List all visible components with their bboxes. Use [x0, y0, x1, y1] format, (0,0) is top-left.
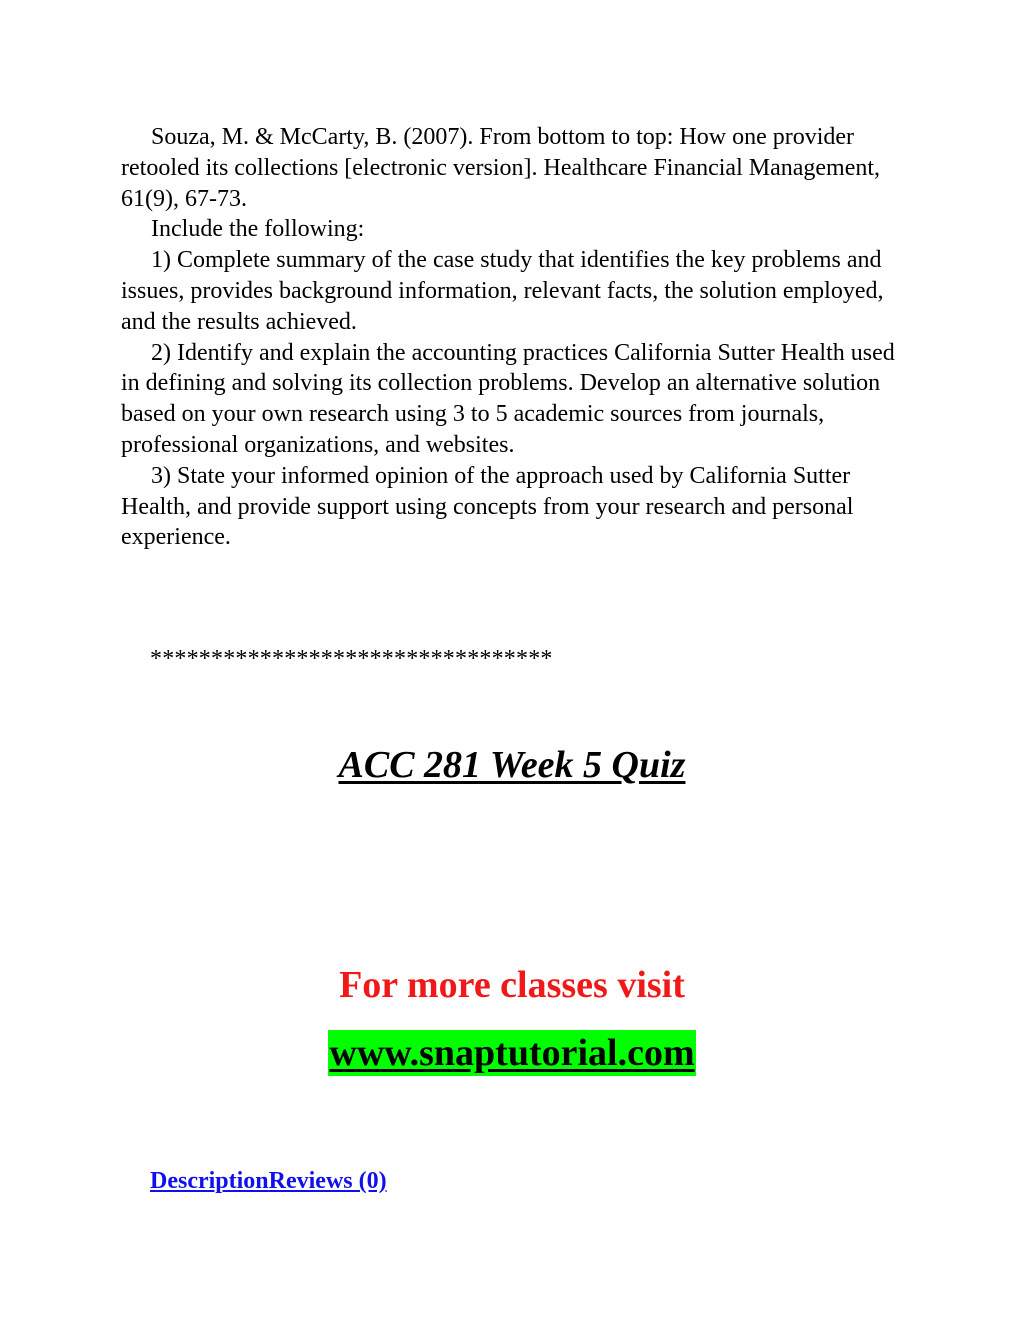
assignment-body	[121, 122, 911, 553]
tab-reviews[interactable]: Reviews (0)	[268, 1168, 387, 1194]
requirement-item: 3) State your informed opinion of the approach used by California Sutter Health, and provide support using concepts from your research and personal experience.	[121, 462, 854, 551]
tab-description[interactable]: Description	[150, 1168, 269, 1194]
product-tabs	[150, 1166, 387, 1196]
website-link[interactable]: www.snaptutorial.com	[329, 1032, 695, 1074]
include-heading: Include the following:	[151, 216, 365, 243]
promo-link-wrap	[0, 1030, 1024, 1076]
promo-text: For more classes visit	[339, 964, 685, 1006]
reference-citation: Souza, M. & McCarty, B. (2007). From bottom to top: How one provider retooled its collections [electronic version]. Healthcare Financial Management, 61(9), 67-73.	[121, 124, 881, 212]
quiz-title: ACC 281 Week 5 Quiz	[338, 744, 686, 786]
requirement-item: 2) Identify and explain the accounting practices California Sutter Health used in defining and solving its collection problems. Develop an alternative solution based on your own research using 3 to 5 academic sources from journals, professional organizations, and websites.	[121, 339, 895, 458]
requirement-item: 1) Complete summary of the case study that identifies the key problems and issues, provides background information, relevant facts, the solution employed, and the results achieved.	[121, 247, 884, 335]
separator-stars: *********************************	[150, 646, 553, 672]
